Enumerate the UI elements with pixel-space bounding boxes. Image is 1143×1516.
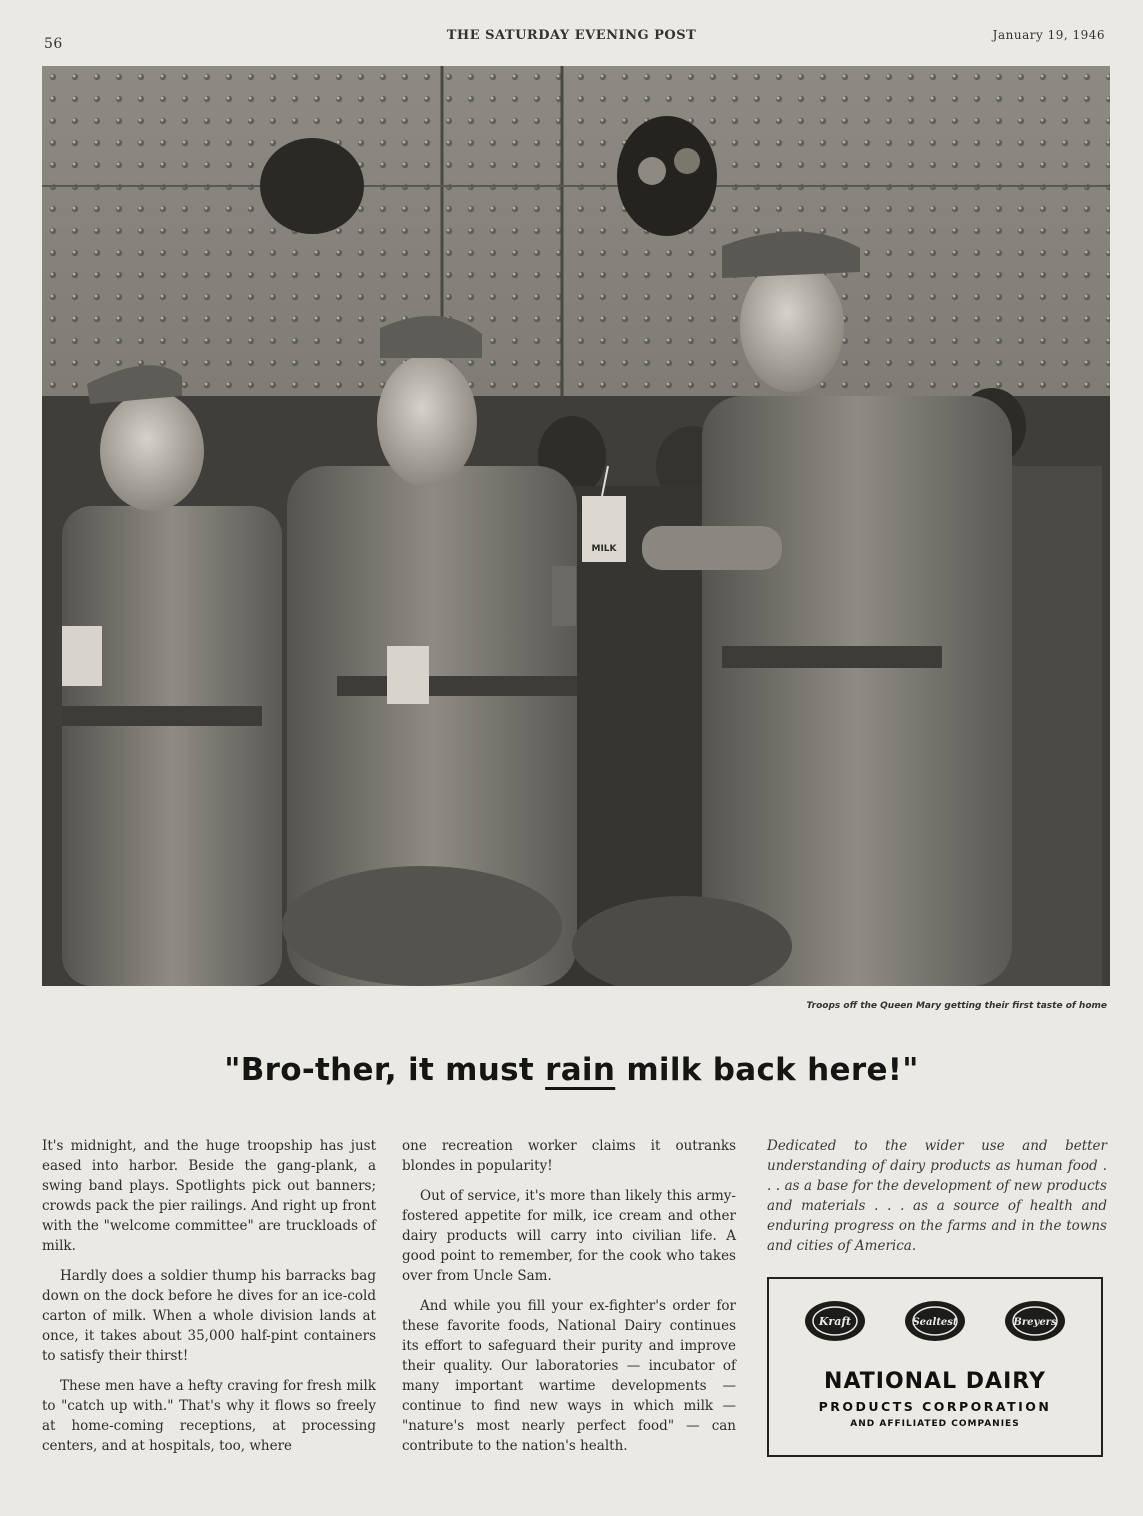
headline [0, 1052, 1143, 1088]
headline-part-1: "Bro-ther, it must [224, 1052, 546, 1088]
paragraph: These men have a hefty craving for fresh milk to "catch up with." That's why it flows so freely at home-coming receptions, at processing centers, and at hospitals, too, where [42, 1378, 376, 1454]
paragraph: It's midnight, and the huge troopship has just eased into harbor. Beside the gang-plank, a swing band plays. Spotlights pick out banners; crowds pack the pier railings. And right up front with the "welcome committee" are truckloads of milk. [42, 1138, 376, 1254]
paragraph: Hardly does a soldier thump his barracks bag down on the dock before he dives for an ice-cold carton of milk. When a whole division lands at once, it takes about 35,000 half-pint containers to satisfy their thirst! [42, 1268, 376, 1364]
svg-text:Breyers: Breyers [1013, 1317, 1057, 1328]
dedication-text [767, 1136, 1107, 1266]
paragraph: Out of service, it's more than likely this army-fostered appetite for milk, ice cream and other dairy products will carry into civilian life. A good point to remember, for the cook who takes over from Uncle Sam. [402, 1188, 736, 1284]
brand-affiliated: AND AFFILIATED COMPANIES [850, 1419, 1020, 1429]
breyers-seal-icon [1003, 1299, 1067, 1343]
milk-carton-label: MILK [591, 544, 617, 554]
photo-caption: Troops off the Queen Mary getting their first taste of home [806, 1001, 1107, 1011]
issue-date: January 19, 1946 [992, 28, 1105, 42]
body-column-1 [42, 1136, 376, 1466]
svg-text:Kraft: Kraft [818, 1315, 852, 1328]
body-column-2 [402, 1136, 736, 1466]
kraft-seal-icon [803, 1299, 867, 1343]
brand-subtitle: PRODUCTS CORPORATION [818, 1399, 1052, 1414]
paragraph: one recreation worker claims it outranks blondes in popularity! [402, 1138, 736, 1174]
headline-part-2: milk back here!" [615, 1052, 919, 1088]
paragraph: Dedicated to the wider use and better understanding of dairy products as human food . . . as a base for the development of new products and materials . . . as a source of health and enduring progress on the farms and in the towns and cities of America. [767, 1138, 1107, 1254]
svg-text:Sealtest: Sealtest [912, 1317, 958, 1328]
photograph-soldiers [42, 66, 1110, 986]
masthead: THE SATURDAY EVENING POST [446, 28, 697, 43]
sealtest-seal-icon [903, 1299, 967, 1343]
brand-name: NATIONAL DAIRY [824, 1369, 1046, 1394]
national-dairy-logo-box [767, 1277, 1103, 1457]
page-number: 56 [44, 36, 63, 52]
paragraph: And while you fill your ex-fighter's order for these favorite foods, National Dairy continues its effort to safeguard their purity and improve their quality. Our laboratories — incubator of many important wartime developments — continue to find new ways in which milk — "nature's most nearly perfect food" — can contribute to the nation's health. [402, 1298, 736, 1454]
headline-underlined-word: rain [545, 1052, 616, 1088]
